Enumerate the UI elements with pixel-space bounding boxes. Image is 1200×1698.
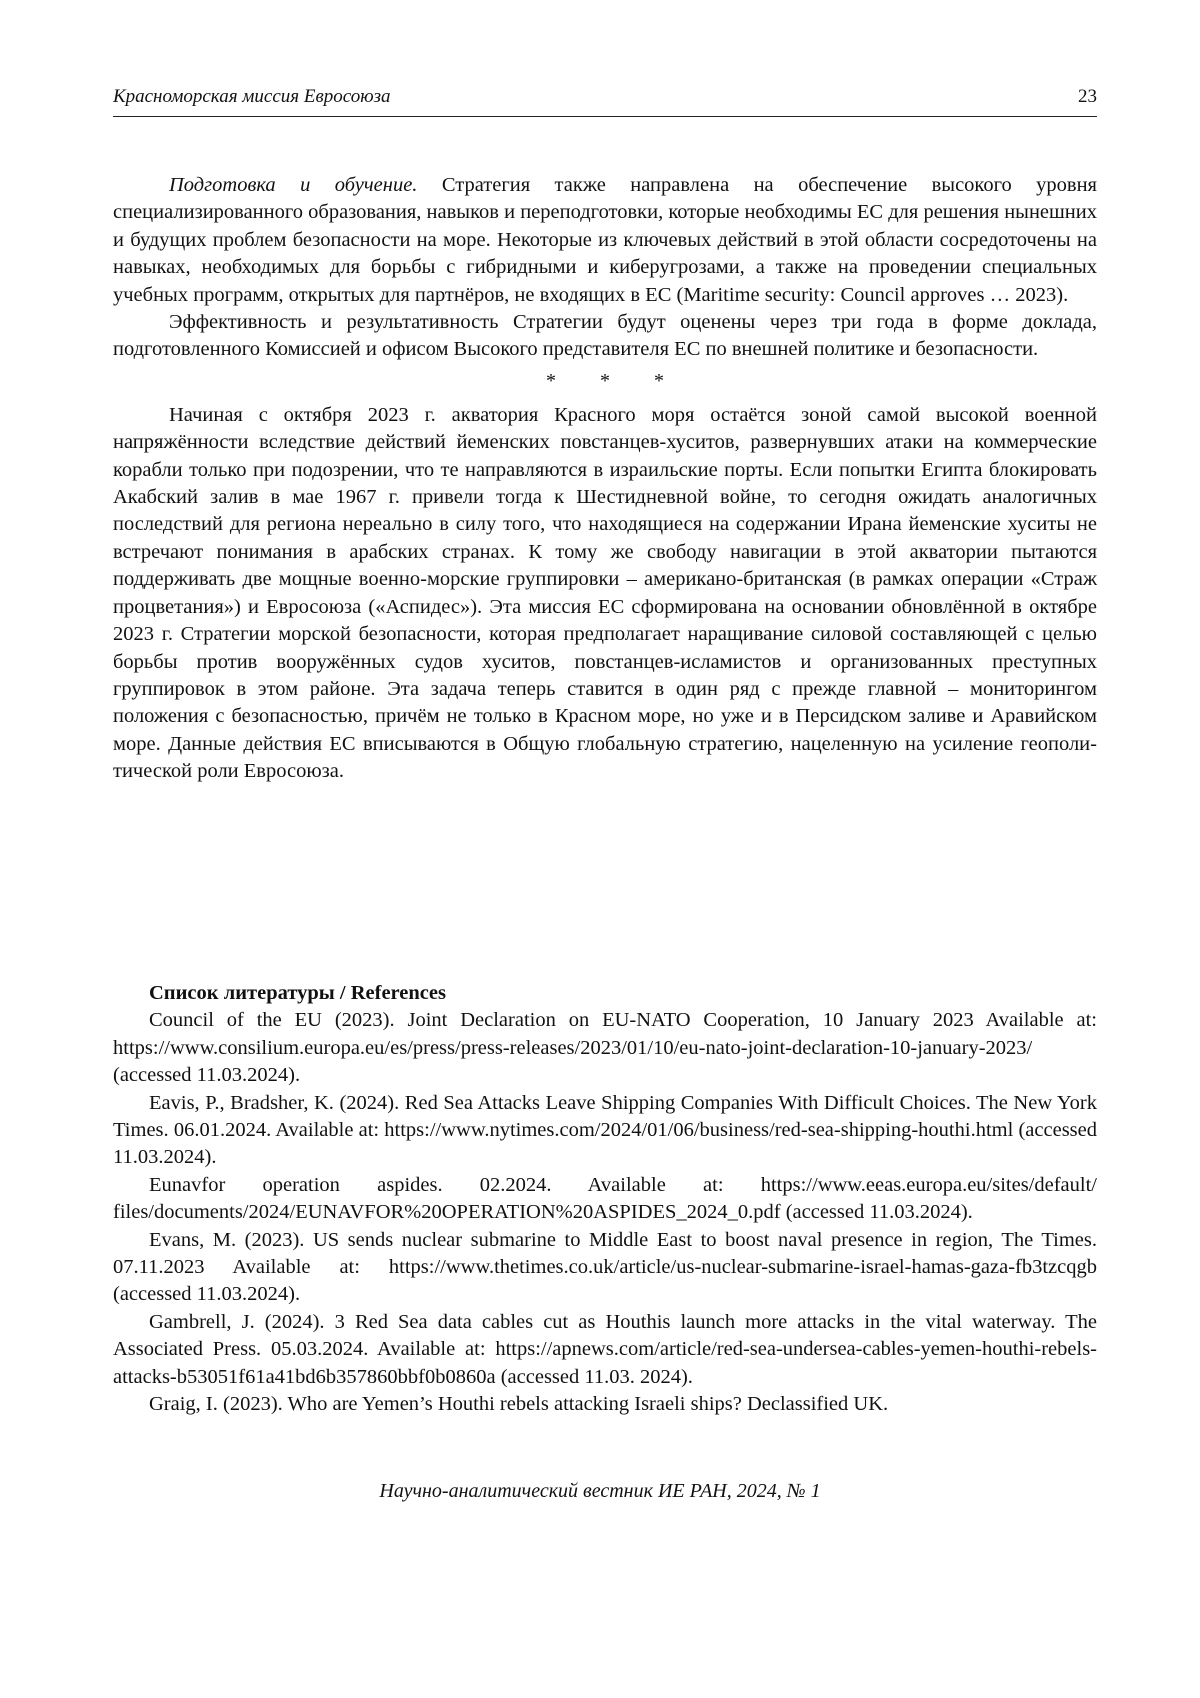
article-body: [113, 172, 1097, 786]
paragraph-evaluation: Эффективность и результативность Стратегии будут оценены через три года в форме доклада, подготовленного Комиссией и офисом Высокого представителя ЕС по внешней политике и безопасности.: [113, 311, 1097, 361]
paragraph-text: Стратегия также направлена на обеспечение высокого уровня специализированного образования, навыков и переподготовки, которые необходимы ЕС для решения нынешних и будущих проблем безопасности на море. Некоторые из ключевых действий в этой области сосредоточены на навыках, необходимых для борьбы с гибридными и киберугрозами, а также на проведении специальных учебных программ, открытых для партнёров, не входящих в ЕС (Maritime security: Council approves … 2023).: [113, 174, 1097, 306]
separator-star: *: [600, 369, 610, 392]
reference-item: Eavis, P., Bradsher, K. (2024). Red Sea Attacks Leave Shipping Companies With Difficult Choices. The New York Times. 06.01.2024. Available at: https://www.nytimes.com/2024/01/06/business/red-sea-shipping-houthi.html (accessed 11.03.2024).: [113, 1091, 1097, 1169]
references-section: [113, 980, 1097, 1419]
reference-item: Gambrell, J. (2024). 3 Red Sea data cables cut as Houthis launch more attacks in the vital waterway. The Associated Press. 05.03.2024. Available at: https://apnews.com/article/red-sea-undersea-cables-yemen-houthi-rebels-attacks-b53051f61a41bd6b357860bbf0b0860a (accessed 11.03. 2024).: [113, 1310, 1097, 1388]
paragraph-training: [113, 172, 1097, 309]
section-separator: [113, 366, 1097, 396]
reference-item: Eunavfor operation aspides. 02.2024. Available at: https://www.eeas.europa.eu/sites/default/ files/documents/2024/EUNAVFOR%20OPERATION%20ASPIDES_2024_0.pdf (accessed 11.03.2024).: [113, 1173, 1097, 1224]
reference-item: Graig, I. (2023). Who are Yemen’s Houthi rebels attacking Israeli ships? Declassified UK.: [149, 1393, 889, 1416]
running-header: [113, 84, 1097, 117]
reference-item: Evans, M. (2023). US sends nuclear submarine to Middle East to boost naval presence in region, The Times. 07.11.2023 Available at: https://www.thetimes.co.uk/article/us-nuclear-submarine-israel-hamas-gaza-fb3tzcqgb (accessed 11.03.2024).: [113, 1228, 1097, 1306]
paragraph-conclusion: Начиная с октября 2023 г. акватория Красного моря остаётся зоной самой высокой военной напряжённости вследствие действий йеменских повстанцев-хуситов, развернувших атаки на коммерческие корабли только при подозрении, что те направляются в израильские порты. Если попытки Египта блокировать Акабский залив в мае 1967 г. привели тогда к Шестидневной войне, то сегодня ожидать аналогичных последствий для региона нереально в силу того, что находящиеся на содержании Ирана йеменские хуситы не встречают понимания в арабских странах. К тому же свободу навигации в этой акватории пытаются поддерживать две мощные военно-морские группировки – американо-британская (в рамках операции «Страж процветания») и Евросоюза («Аспидес»). Эта миссия ЕС сформирована на основании обновлённой в октябре 2023 г. Стратегии морской безопасности, которая предполагает наращивание силовой составляющей с целью борьбы против вооружённых судов хуситов, повстанцев-исламистов и организованных преступных группировок в этом районе. Эта задача теперь ставится в один ряд с прежде главной – мониторингом положения с безопасностью, причём не только в Красном море, но уже и в Персидском заливе и Аравийском море. Данные действия ЕС вписываются в Общую глобальную стратегию, нацеленную на усиление геополитической роли Евросоюза.: [113, 403, 1097, 783]
separator-star: *: [654, 369, 664, 392]
page-number: 23: [1078, 86, 1097, 107]
reference-item: Council of the EU (2023). Joint Declaration on EU-NATO Cooperation, 10 January 2023 Available at: https://www.consilium.europa.eu/es/press/press-releases/2023/01/10/eu-nato-joint-declaration-10-january-2023/ (accessed 11.03.2024).: [113, 1009, 1097, 1087]
references-heading: Список литературы / References: [149, 982, 446, 1004]
running-title: Красноморская миссия Евросоюза: [113, 86, 391, 107]
journal-footer: Научно-аналитический вестник ИЕ РАН, 2024, № 1: [379, 1480, 821, 1502]
paragraph-lead-italic: Подготовка и обучение.: [169, 174, 418, 196]
separator-star: *: [546, 369, 556, 392]
